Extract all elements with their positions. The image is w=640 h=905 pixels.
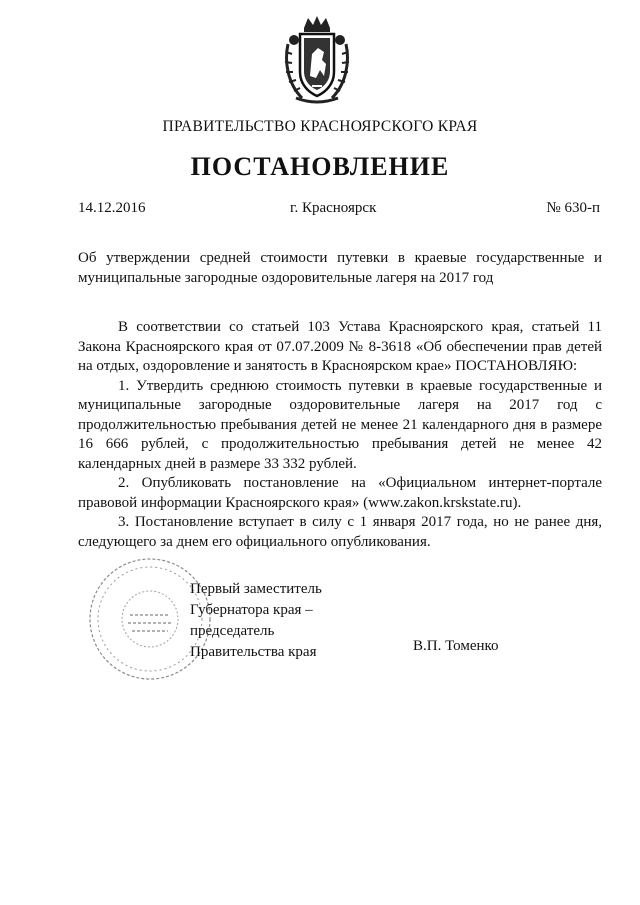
signatory-position — [190, 579, 350, 663]
signatory-position-line: Губернатора края – — [190, 602, 313, 618]
signatory-position-line: Правительства края — [190, 644, 317, 660]
document-meta — [78, 200, 600, 220]
document-date: 14.12.2016 — [78, 200, 146, 216]
document-body — [78, 318, 602, 552]
signatory-position-line: председатель — [190, 623, 275, 639]
signatory-name: В.П. Томенко — [413, 638, 499, 654]
coat-of-arms-icon — [282, 14, 352, 106]
clause-1-paragraph: 1. Утвердить среднюю стоимость путевки в краевые государственные и муниципальные загородные оздоровительные лагеря на 2017 год с продолжительностью пребывания детей не менее 21 календарного дня в размере 16 666 рублей, с продолжительностью пребывания детей не менее 42 календарных дней в размере 33 332 рублей. — [78, 377, 602, 472]
document-number: № 630-п — [546, 200, 600, 216]
document-type-title: ПОСТАНОВЛЕНИЕ — [190, 152, 450, 181]
clause-3-paragraph: 3. Постановление вступает в силу с 1 января 2017 года, но не ранее дня, следующего за днем его официального опубликования. — [78, 514, 602, 550]
signatory-position-line: Первый заместитель — [190, 581, 322, 597]
clause-2-paragraph: 2. Опубликовать постановление на «Официальном интернет-портале правовой информации Красноярского края» (www.zakon.krskstate.ru). — [78, 475, 602, 511]
document-subject: Об утверждении средней стоимости путевки в краевые государственные и муниципальные загородные оздоровительные лагеря на 2017 год — [78, 250, 602, 286]
document-city: г. Красноярск — [290, 200, 377, 216]
issuing-authority: ПРАВИТЕЛЬСТВО КРАСНОЯРСКОГО КРАЯ — [162, 118, 478, 135]
preamble-paragraph: В соответствии со статьей 103 Устава Красноярского края, статьей 11 Закона Красноярского края от 07.07.2009 № 8-3618 «Об обеспечении прав детей на отдых, оздоровление и занятость в Красноярском крае» ПОСТАНОВЛЯЮ: — [78, 319, 602, 374]
